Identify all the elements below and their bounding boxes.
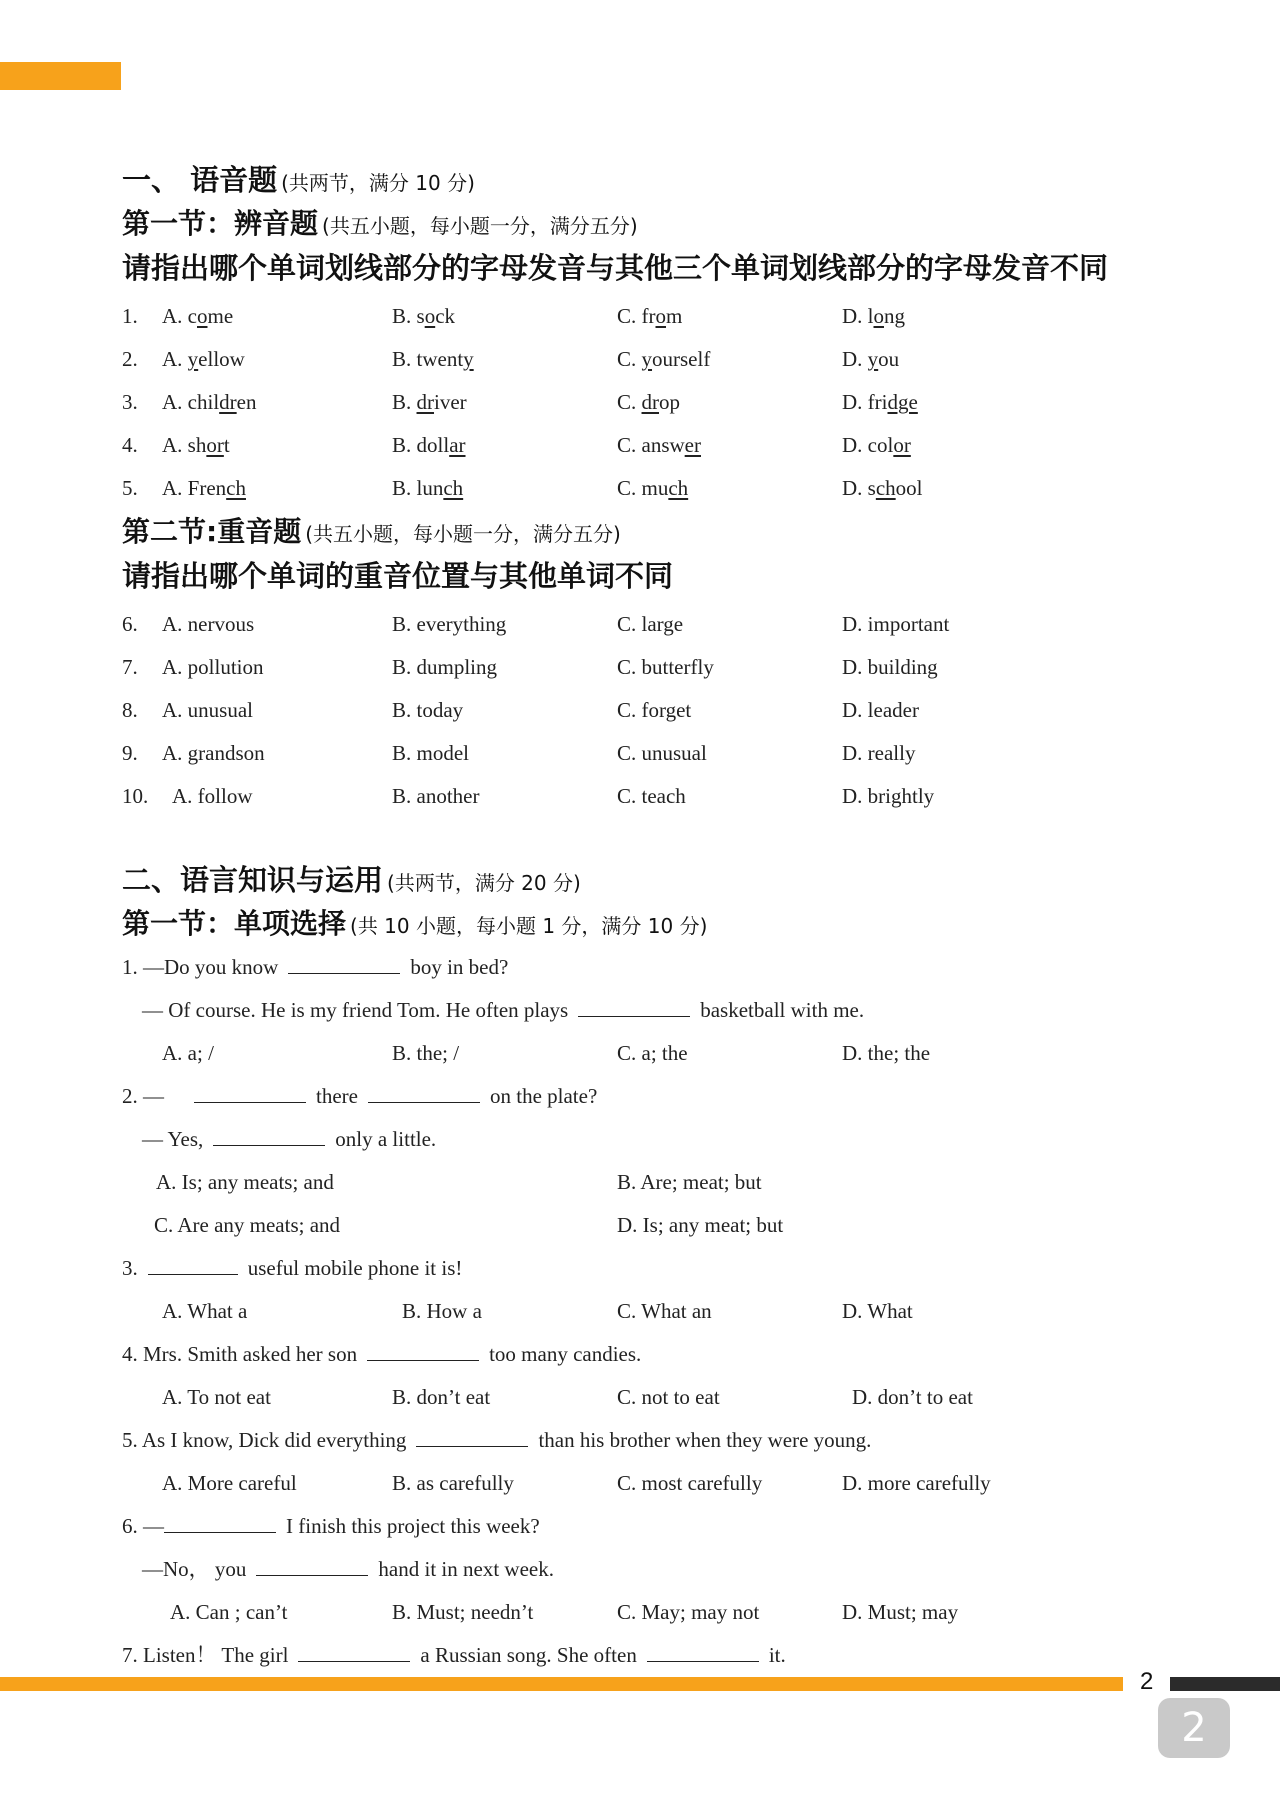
option-a[interactable]: A. Is; any meats; and [156, 1170, 334, 1194]
option-a[interactable]: A. French [162, 476, 246, 500]
option-d[interactable]: D. important [842, 612, 950, 636]
q1-options [122, 1032, 1162, 1075]
option-d[interactable]: D. you [842, 347, 900, 371]
option-b[interactable]: B. the; / [392, 1041, 460, 1065]
option-d[interactable]: D. long [842, 304, 905, 328]
option-a[interactable]: A. follow [172, 784, 253, 808]
option-a[interactable]: A. come [162, 304, 234, 328]
option-b[interactable]: B. twenty [392, 347, 474, 371]
answer-blank[interactable] [194, 1078, 306, 1103]
section2-part1-title: 第一节：单项选择 [122, 907, 347, 940]
option-b[interactable]: B. dollar [392, 433, 466, 457]
footer-accent-bar [0, 1677, 1123, 1691]
question-number: 8. [122, 698, 138, 722]
page-badge[interactable]: 2 [1158, 1698, 1230, 1758]
option-b[interactable]: B. another [392, 784, 480, 808]
option-c[interactable]: C. answer [617, 433, 701, 457]
q3-line1: 3. useful mobile phone it is! [122, 1247, 1162, 1290]
option-c[interactable]: C. from [617, 304, 683, 328]
part2-instruction: 请指出哪个单词的重音位置与其他单词不同 [122, 559, 674, 593]
option-a[interactable]: A. a; / [162, 1041, 214, 1065]
option-d[interactable]: D. Is; any meat; but [617, 1213, 784, 1237]
page-number: 2 [1140, 1668, 1154, 1695]
q2-options-cd [122, 1204, 1162, 1247]
option-c[interactable]: C. May; may not [617, 1600, 760, 1624]
option-d[interactable]: D. don’t to eat [852, 1385, 973, 1409]
option-d[interactable]: D. school [842, 476, 923, 500]
option-d[interactable]: D. building [842, 655, 938, 679]
option-c[interactable]: C. most carefully [617, 1471, 763, 1495]
question-number: 10. [122, 784, 149, 808]
part1-note: (共五小题，每小题一分，满分五分) [322, 214, 638, 238]
question-number: 4. [122, 433, 138, 457]
q4-options [122, 1376, 1162, 1419]
option-b[interactable]: B. How a [402, 1299, 482, 1323]
option-d[interactable]: D. fridge [842, 390, 918, 414]
answer-blank[interactable] [298, 1637, 410, 1662]
option-c[interactable]: C. not to eat [617, 1385, 720, 1409]
section1-title: 一、 语音题 [122, 163, 278, 197]
q2-line1: 2. — there on the plate? [122, 1075, 1162, 1118]
option-b[interactable]: B. dumpling [392, 655, 498, 679]
option-a[interactable]: A. grandson [162, 741, 265, 765]
option-d[interactable]: D. the; the [842, 1041, 931, 1065]
section2-header [122, 858, 1162, 902]
option-b[interactable]: B. model [392, 741, 469, 765]
option-b[interactable]: B. lunch [392, 476, 464, 500]
option-a[interactable]: A. Can ; can’t [170, 1600, 288, 1624]
option-a[interactable]: A. yellow [162, 347, 245, 371]
section2-note: (共两节，满分 20 分) [387, 871, 581, 895]
question-number: 6. [122, 612, 138, 636]
footer-dark-bar [1170, 1677, 1280, 1691]
section2-part1-note: (共 10 小题，每小题 1 分，满分 10 分) [350, 914, 708, 938]
option-c[interactable]: C. large [617, 612, 684, 636]
question-row [122, 295, 1162, 338]
q6-line2: —No， you hand it in next week. [122, 1548, 1162, 1591]
option-d[interactable]: D. Must; may [842, 1600, 959, 1624]
option-c[interactable]: C. teach [617, 784, 686, 808]
option-c[interactable]: C. What an [617, 1299, 712, 1323]
option-d[interactable]: D. color [842, 433, 911, 457]
answer-blank[interactable] [164, 1508, 276, 1533]
option-b[interactable]: B. everything [392, 612, 507, 636]
answer-blank[interactable] [578, 992, 690, 1017]
answer-blank[interactable] [647, 1637, 759, 1662]
option-c[interactable]: C. unusual [617, 741, 707, 765]
option-d[interactable]: D. more carefully [842, 1471, 991, 1495]
answer-blank[interactable] [368, 1078, 480, 1103]
option-c[interactable]: C. drop [617, 390, 681, 414]
question-row [122, 381, 1162, 424]
option-c[interactable]: C. much [617, 476, 689, 500]
section2-part1-header [122, 902, 1162, 946]
option-a[interactable]: A. More careful [162, 1471, 297, 1495]
question-row [122, 732, 1162, 775]
option-b[interactable]: B. as carefully [392, 1471, 514, 1495]
question-number: 2. [122, 347, 138, 371]
option-a[interactable]: A. children [162, 390, 257, 414]
q6-options [122, 1591, 1162, 1634]
question-number: 5. [122, 476, 138, 500]
option-a[interactable]: A. pollution [162, 655, 264, 679]
question-row [122, 338, 1162, 381]
q4-line1: 4. Mrs. Smith asked her son too many candies. [122, 1333, 1162, 1376]
part1-title: 第一节：辨音题 [122, 207, 319, 240]
q5-options [122, 1462, 1162, 1505]
q1-line2: — Of course. He is my friend Tom. He often plays basketball with me. [122, 989, 1162, 1032]
pronunciation-questions [122, 295, 1162, 510]
option-b[interactable]: B. Are; meat; but [617, 1170, 762, 1194]
answer-blank[interactable] [288, 949, 400, 974]
answer-blank[interactable] [148, 1250, 238, 1275]
q1-line1: 1. —Do you know boy in bed? [122, 946, 1162, 989]
question-number: 7. [122, 655, 138, 679]
option-b[interactable]: B. Must; needn’t [392, 1600, 534, 1624]
option-c[interactable]: C. butterfly [617, 655, 714, 679]
question-row [122, 646, 1162, 689]
option-c[interactable]: C. Are any meats; and [154, 1213, 341, 1237]
option-d[interactable]: D. really [842, 741, 916, 765]
answer-blank[interactable] [416, 1422, 528, 1447]
question-row [122, 467, 1162, 510]
q5-line1: 5. As I know, Dick did everything than his brother when they were young. [122, 1419, 1162, 1462]
answer-blank[interactable] [213, 1121, 325, 1146]
option-b[interactable]: B. today [392, 698, 464, 722]
q6-line1: 6. — I finish this project this week? [122, 1505, 1162, 1548]
option-c[interactable]: C. yourself [617, 347, 711, 371]
option-a[interactable]: A. unusual [162, 698, 253, 722]
option-a[interactable]: A. What a [162, 1299, 248, 1323]
option-d[interactable]: D. brightly [842, 784, 935, 808]
option-b[interactable]: B. don’t eat [392, 1385, 491, 1409]
question-number: 1. [122, 304, 138, 328]
option-a[interactable]: A. short [162, 433, 230, 457]
question-row [122, 689, 1162, 732]
part2-title: 第二节:重音题 [122, 515, 302, 548]
question-number: 3. [122, 390, 138, 414]
stress-questions [122, 603, 1162, 818]
q2-line2: — Yes, only a little. [122, 1118, 1162, 1161]
option-b[interactable]: B. driver [392, 390, 467, 414]
option-a[interactable]: A. nervous [162, 612, 255, 636]
option-d[interactable]: D. leader [842, 698, 919, 722]
answer-blank[interactable] [256, 1551, 368, 1576]
option-c[interactable]: C. forget [617, 698, 692, 722]
part2-note: (共五小题，每小题一分，满分五分) [305, 522, 621, 546]
header-accent-bar [0, 62, 121, 90]
part1-instruction: 请指出哪个单词划线部分的字母发音与其他三个单词划线部分的字母发音不同 [122, 251, 1109, 285]
part1-header [122, 202, 1162, 246]
option-d[interactable]: D. What [842, 1299, 913, 1323]
part2-header [122, 510, 1162, 554]
question-row [122, 775, 1162, 818]
question-row [122, 424, 1162, 467]
option-a[interactable]: A. To not eat [162, 1385, 271, 1409]
section1-header [122, 158, 1162, 202]
option-c[interactable]: C. a; the [617, 1041, 688, 1065]
section1-note: (共两节，满分 10 分) [281, 171, 475, 195]
q2-options-ab [122, 1161, 1162, 1204]
option-b[interactable]: B. sock [392, 304, 456, 328]
q3-options [122, 1290, 1162, 1333]
worksheet-content [122, 158, 1162, 1677]
section2-title: 二、语言知识与运用 [122, 863, 384, 897]
question-number: 9. [122, 741, 138, 765]
q7-line1: 7. Listen！ The girl a Russian song. She often it. [122, 1634, 1162, 1677]
answer-blank[interactable] [367, 1336, 479, 1361]
question-row [122, 603, 1162, 646]
